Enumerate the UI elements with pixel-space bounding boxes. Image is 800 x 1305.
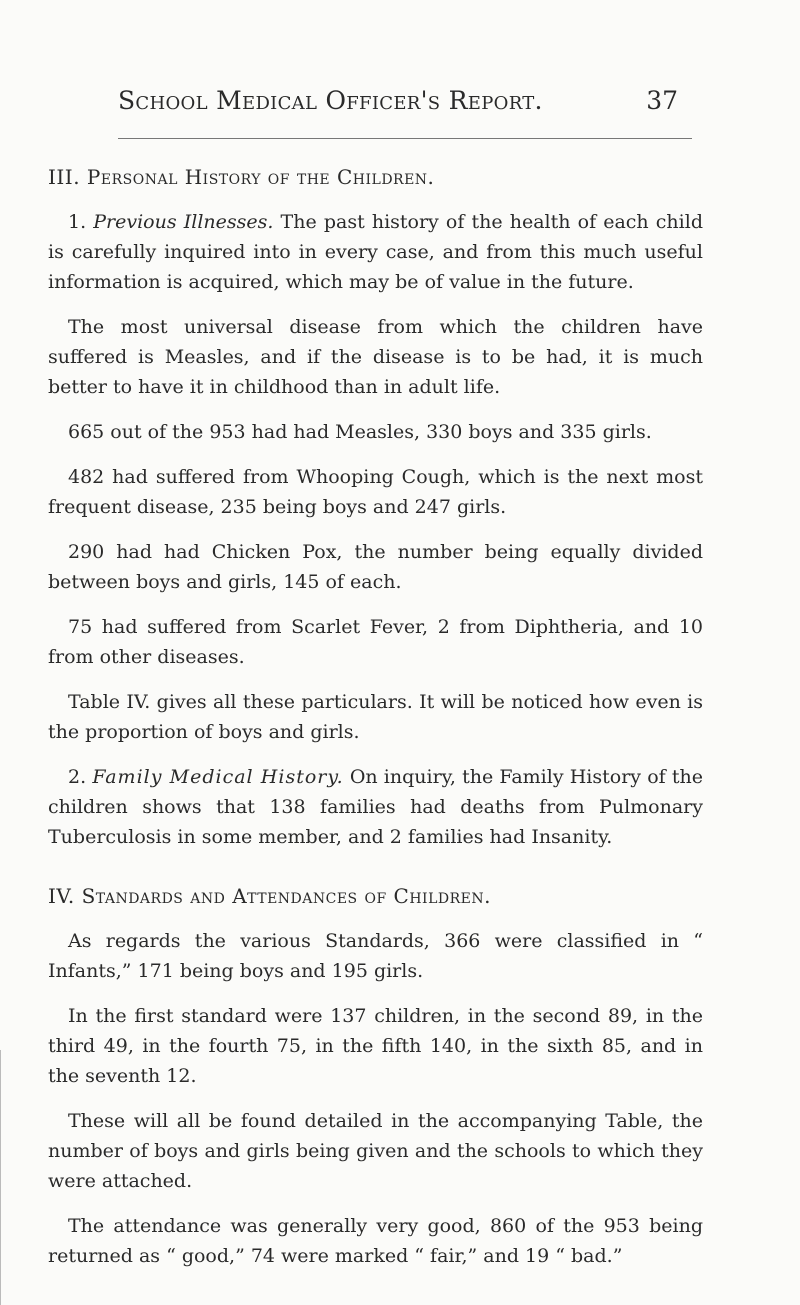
- paragraph-table-details: These will all be found detailed in the accompanying Table, the number of boys and girls being given and the schools to which they were attached.: [48, 1110, 703, 1192]
- subsection-number: 2.: [68, 766, 87, 788]
- paragraph-attendance: The attendance was generally very good, 860 of the 953 being returned as “ good,” 74 were marked “ fair,” and 19 “ bad.”: [48, 1215, 703, 1267]
- running-header: [118, 86, 692, 139]
- paragraph-scarlet-fever: 75 had suffered from Scarlet Fever, 2 from Diphtheria, and 10 from other diseases.: [48, 616, 703, 668]
- section-heading-standards-attendances: IV. Standards and Attendances of Children.: [48, 884, 491, 908]
- section-heading-personal-history: III. Personal History of the Children.: [48, 165, 435, 189]
- subsection-number: 1.: [68, 211, 87, 233]
- paragraph-text: The past history of the health of each child is carefully inquired into in every case, and from this much useful information is acquired, which may be of value in the future.: [48, 211, 703, 293]
- paragraph-chicken-pox: 290 had had Chicken Pox, the number being equally divided between boys and girls, 145 of each.: [48, 541, 703, 593]
- paragraph-family-history: [48, 762, 703, 852]
- paragraph-standards-infants: As regards the various Standards, 366 were classified in “ Infants,” 171 being boys and 195 girls.: [48, 930, 703, 982]
- paragraph-whooping-cough: 482 had suffered from Whooping Cough, which is the next most frequent disease, 235 being boys and 247 girls.: [48, 466, 703, 518]
- report-title: School Medical Officer's Report.: [118, 86, 543, 115]
- paragraph-measles-count: 665 out of the 953 had had Measles, 330 boys and 335 girls.: [68, 421, 652, 443]
- paragraph-standards-counts: In the first standard were 137 children, in the second 89, in the third 49, in the fourth 75, in the fifth 140, in the sixth 85, and in the seventh 12.: [48, 1005, 703, 1087]
- scan-edge-line: [0, 1050, 1, 1305]
- paragraph-previous-illnesses: [48, 207, 703, 297]
- paragraph-table-reference: Table IV. gives all these particulars. It will be noticed how even is the proportion of boys and girls.: [48, 691, 703, 743]
- subsection-title-family-history: Family Medical History.: [92, 766, 344, 788]
- paragraph-text: On inquiry, the Family History of the children shows that 138 families had deaths from Pulmonary Tuberculosis in some member, and 2 families had Insanity.: [48, 766, 703, 848]
- page-body: [48, 165, 703, 1286]
- subsection-title-previous-illnesses: Previous Illnesses.: [93, 211, 274, 233]
- page-number: 37: [646, 86, 678, 115]
- paragraph-measles-general: The most universal disease from which the children have suffered is Measles, and if the disease is to be had, it is much better to have it in childhood than in adult life.: [48, 316, 703, 398]
